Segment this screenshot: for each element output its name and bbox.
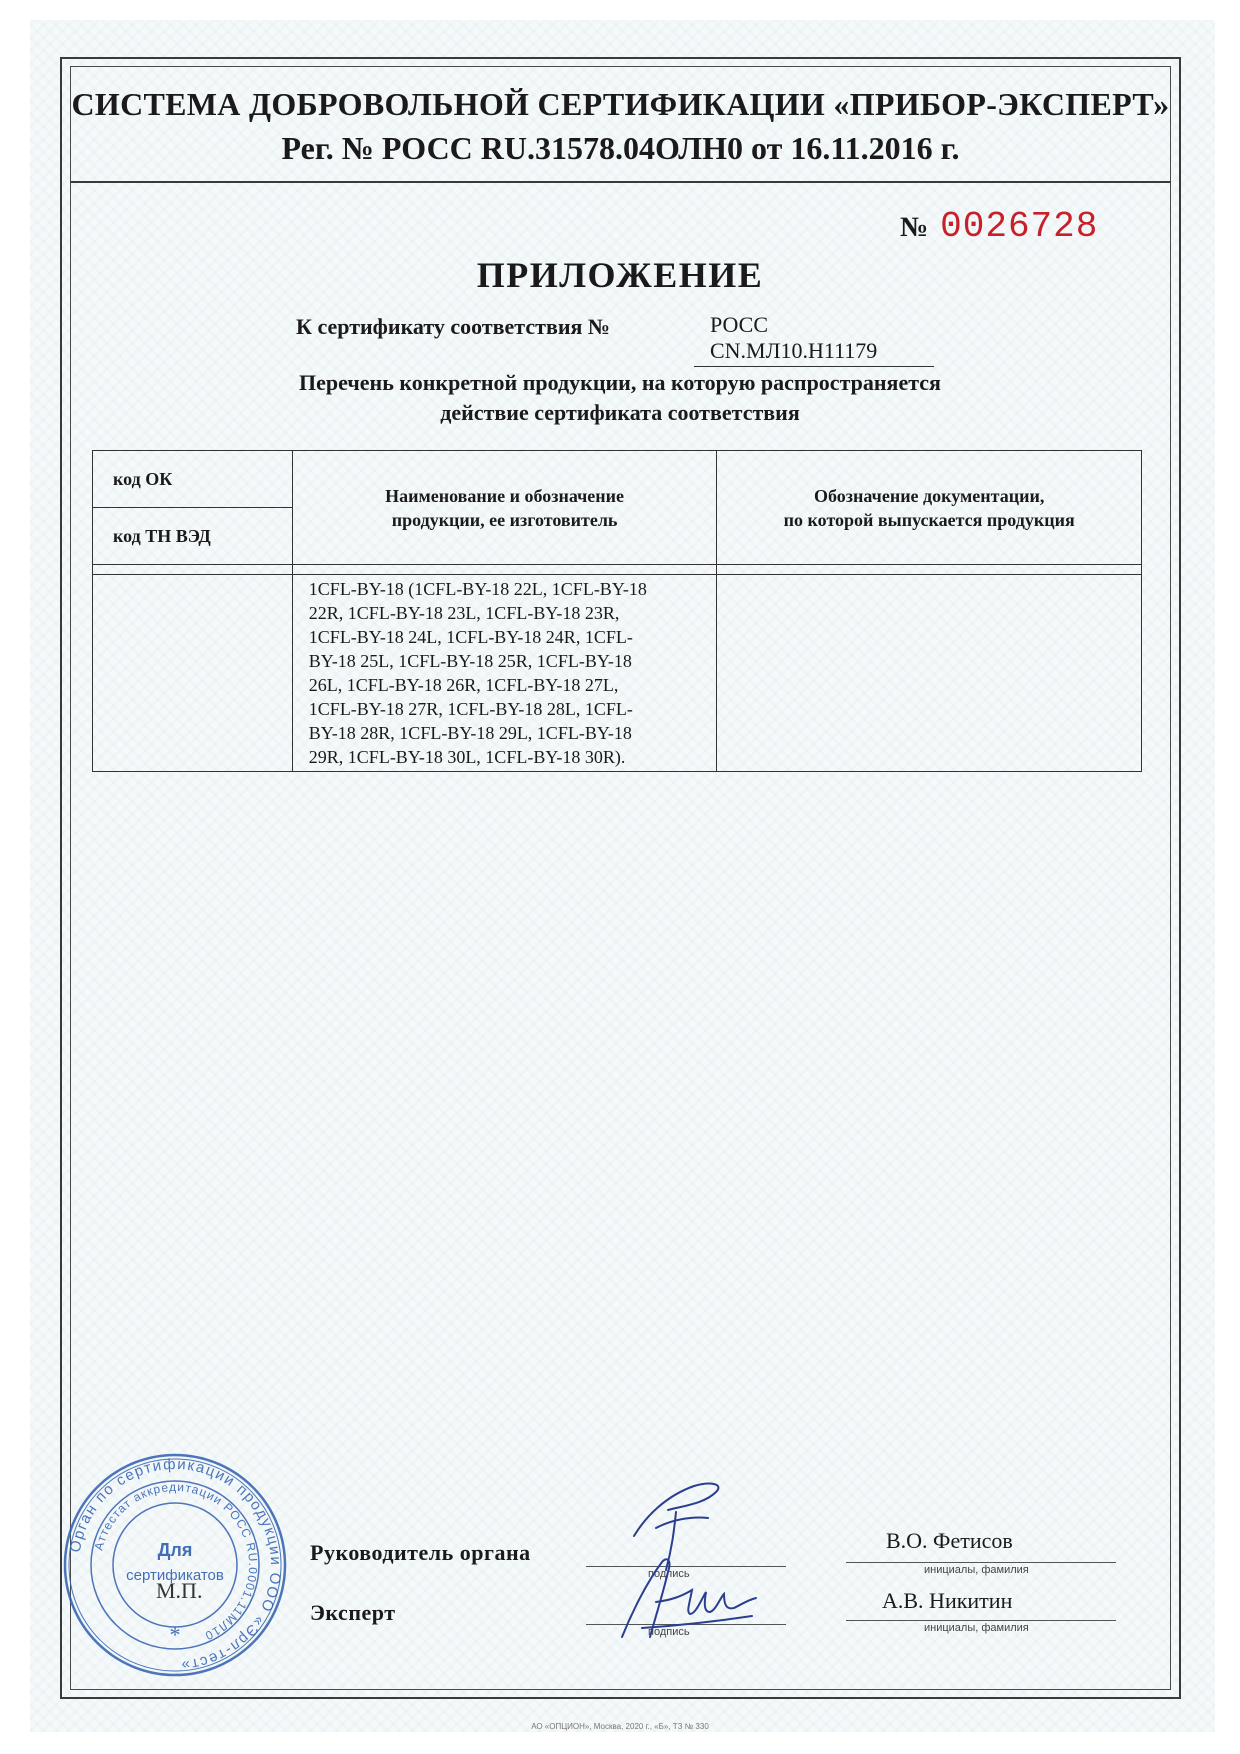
expert-name: А.В. Никитин xyxy=(882,1588,1013,1613)
product-line: 26L, 1CFL-BY-18 26R, 1CFL-BY-18 27L, xyxy=(308,675,619,695)
product-line: BY-18 25L, 1CFL-BY-18 25R, 1CFL-BY-18 xyxy=(308,651,632,671)
svg-text:Аттестат аккредитации РОСС RU. xyxy=(92,1480,261,1643)
header-code-tnved: код ТН ВЭД xyxy=(93,508,293,565)
expert-handwritten-signature xyxy=(612,1542,762,1652)
expert-label: Эксперт xyxy=(310,1600,396,1625)
head-name: В.О. Фетисов xyxy=(886,1528,1013,1553)
seal-place-label: М.П. xyxy=(156,1578,203,1603)
header-box xyxy=(70,66,1171,183)
expert-name-caption: инициалы, фамилия xyxy=(924,1622,1029,1634)
stamp-center-line1: Для xyxy=(157,1540,193,1560)
header-documentation-line1: Обозначение документации, xyxy=(814,485,1045,506)
form-serial xyxy=(900,206,1098,247)
head-signature-caption: подпись xyxy=(648,1568,690,1580)
product-line: 29R, 1CFL-BY-18 30L, 1CFL-BY-18 30R). xyxy=(308,747,626,767)
serial-number: 0026728 xyxy=(940,206,1099,247)
page-title: ПРИЛОЖЕНИЕ xyxy=(476,255,764,295)
round-seal-stamp xyxy=(62,1452,288,1678)
product-line: 1CFL-BY-18 (1CFL-BY-18 22L, 1CFL-BY-18 xyxy=(308,579,647,599)
system-title: СИСТЕМА ДОБРОВОЛЬНОЙ СЕРТИФИКАЦИИ «ПРИБОР-ЭКСПЕРТ» xyxy=(71,86,1170,122)
expert-signature-caption: подпись xyxy=(648,1626,690,1638)
table-gap xyxy=(93,565,1142,575)
registration-line: Рег. № РОСС RU.31578.04ОЛН0 от 16.11.2016 г. xyxy=(281,130,960,166)
product-line: 1CFL-BY-18 27R, 1CFL-BY-18 28L, 1CFL- xyxy=(308,699,633,719)
row-product-name xyxy=(292,575,717,772)
serial-sign: № xyxy=(900,212,929,243)
product-line: 22R, 1CFL-BY-18 23L, 1CFL-BY-18 23R, xyxy=(308,603,620,623)
head-name-line xyxy=(846,1562,1116,1563)
header-code-ok: код ОК xyxy=(93,451,293,508)
header-documentation-line2: по которой выпускается продукция xyxy=(783,509,1075,530)
page-frame-inner xyxy=(70,66,1171,1690)
header-product-name-line1: Наименование и обозначение xyxy=(385,485,625,506)
head-name-caption: инициалы, фамилия xyxy=(924,1564,1029,1576)
printer-imprint: АО «ОПЦИОН», Москва, 2020 г., «Б», ТЗ № 330 xyxy=(531,1722,709,1731)
row-documentation xyxy=(717,575,1142,772)
stamp-outer-text: Орган по сертификации продукции ООО «Эрл-тест» xyxy=(66,1455,285,1674)
header-product-name-line2: продукции, ее изготовитель xyxy=(391,509,618,530)
table-row xyxy=(93,575,1142,772)
head-of-body-label: Руководитель органа xyxy=(310,1540,531,1565)
stamp-center-line2: сертификатов xyxy=(126,1567,224,1584)
product-line: 1CFL-BY-18 24L, 1CFL-BY-18 24R, 1CFL- xyxy=(308,627,633,647)
header-documentation xyxy=(717,451,1142,565)
list-heading-line1: Перечень конкретной продукции, на которую распространяется xyxy=(299,370,941,395)
stamp-star-icon: * xyxy=(169,1622,181,1647)
product-line: BY-18 28R, 1CFL-BY-18 29L, 1CFL-BY-18 xyxy=(308,723,632,743)
list-heading-line2: действие сертификата соответствия xyxy=(440,400,800,425)
header-product-name xyxy=(292,451,717,565)
certificate-label: К сертификату соответствия № xyxy=(296,314,611,339)
expert-name-line xyxy=(846,1620,1116,1621)
certificate-number: РОСС CN.МЛ10.Н11179 xyxy=(694,312,934,367)
stamp-inner-text: Аттестат аккредитации РОСС RU.0001.11МЛ10 xyxy=(91,1479,261,1644)
product-table xyxy=(92,450,1142,772)
row-code xyxy=(93,575,293,772)
